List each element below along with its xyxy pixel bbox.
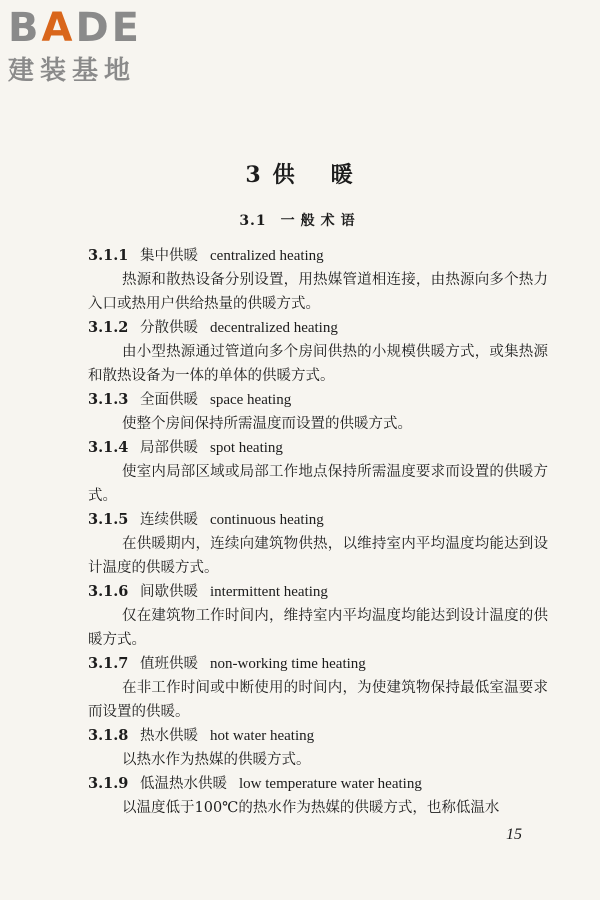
term-definition: 以热水作为热媒的供暖方式。 bbox=[122, 752, 311, 768]
chapter-title bbox=[0, 158, 600, 189]
term-definition: 热源和散热设备分别设置，用热媒管道相连接，由热源向多个热力入口或热用户供给热量的供暖方式。 bbox=[88, 272, 548, 312]
term-english: continuous heating bbox=[210, 512, 324, 528]
page-number: 15 bbox=[506, 826, 522, 843]
term-definition: 使整个房间保持所需温度而设置的供暖方式。 bbox=[122, 416, 412, 432]
term-heading bbox=[88, 316, 548, 340]
term-chinese: 低温热水供暖 bbox=[140, 776, 227, 792]
term-english: intermittent heating bbox=[210, 584, 328, 600]
term-chinese: 分散供暖 bbox=[140, 320, 198, 336]
term-chinese: 连续供暖 bbox=[140, 512, 198, 528]
term-chinese: 全面供暖 bbox=[140, 392, 198, 408]
term-heading bbox=[88, 652, 548, 676]
term-heading bbox=[88, 388, 548, 412]
term-definition: 在供暖期内，连续向建筑物供热，以维持室内平均温度均能达到设计温度的供暖方式。 bbox=[88, 536, 548, 576]
term-item bbox=[88, 580, 548, 652]
term-number: 3.1.5 bbox=[88, 511, 129, 528]
term-item bbox=[88, 388, 548, 436]
chapter-title-part1: 供 bbox=[272, 162, 297, 188]
term-chinese: 值班供暖 bbox=[140, 656, 198, 672]
section-title bbox=[0, 210, 600, 230]
chapter-title-part2: 暖 bbox=[330, 162, 355, 188]
term-english: non-working time heating bbox=[210, 656, 366, 672]
section-title-text: 一般术语 bbox=[280, 213, 361, 229]
logo-letter-b: B bbox=[8, 5, 42, 51]
term-item bbox=[88, 316, 548, 388]
logo-letter-d: D bbox=[75, 5, 112, 51]
term-heading bbox=[88, 244, 548, 268]
term-item bbox=[88, 772, 548, 820]
term-english: space heating bbox=[210, 392, 292, 408]
term-item bbox=[88, 508, 548, 580]
logo-letter-a: A bbox=[41, 5, 76, 51]
term-number: 3.1.8 bbox=[88, 727, 129, 744]
term-number: 3.1.3 bbox=[88, 391, 129, 408]
term-chinese: 间歇供暖 bbox=[140, 584, 198, 600]
term-item bbox=[88, 244, 548, 316]
term-number: 3.1.1 bbox=[88, 247, 129, 264]
term-heading bbox=[88, 508, 548, 532]
term-number: 3.1.6 bbox=[88, 583, 129, 600]
logo-wordmark bbox=[8, 6, 178, 50]
term-definition: 在非工作时间或中断使用的时间内，为使建筑物保持最低室温要求而设置的供暖。 bbox=[88, 680, 548, 720]
term-item bbox=[88, 724, 548, 772]
term-item bbox=[88, 652, 548, 724]
term-english: hot water heating bbox=[210, 728, 315, 744]
term-chinese: 集中供暖 bbox=[140, 248, 198, 264]
chapter-number: 3 bbox=[245, 162, 263, 188]
term-english: low temperature water heating bbox=[239, 776, 422, 792]
term-list bbox=[88, 244, 548, 820]
term-english: centralized heating bbox=[210, 248, 324, 264]
term-number: 3.1.9 bbox=[88, 775, 129, 792]
term-definition: 使室内局部区域或局部工作地点保持所需温度要求而设置的供暖方式。 bbox=[88, 464, 548, 504]
term-chinese: 局部供暖 bbox=[140, 440, 198, 456]
logo-letter-e: E bbox=[111, 5, 142, 51]
term-english: decentralized heating bbox=[210, 320, 338, 336]
term-heading bbox=[88, 772, 548, 796]
term-item bbox=[88, 436, 548, 508]
term-heading bbox=[88, 724, 548, 748]
term-definition: 由小型热源通过管道向多个房间供热的小规模供暖方式，或集热源和散热设备为一体的单体的供暖方式。 bbox=[88, 344, 548, 384]
bade-logo bbox=[8, 6, 178, 88]
logo-subtitle: 建装基地 bbox=[8, 56, 137, 86]
section-number: 3.1 bbox=[239, 213, 267, 229]
term-number: 3.1.4 bbox=[88, 439, 129, 456]
term-number: 3.1.2 bbox=[88, 319, 129, 336]
term-definition: 仅在建筑物工作时间内，维持室内平均温度均能达到设计温度的供暖方式。 bbox=[88, 608, 548, 648]
term-definition: 以温度低于100℃的热水作为热媒的供暖方式，也称低温水 bbox=[122, 800, 500, 816]
term-chinese: 热水供暖 bbox=[140, 728, 198, 744]
term-heading bbox=[88, 436, 548, 460]
term-heading bbox=[88, 580, 548, 604]
term-english: spot heating bbox=[210, 440, 283, 456]
term-number: 3.1.7 bbox=[88, 655, 129, 672]
